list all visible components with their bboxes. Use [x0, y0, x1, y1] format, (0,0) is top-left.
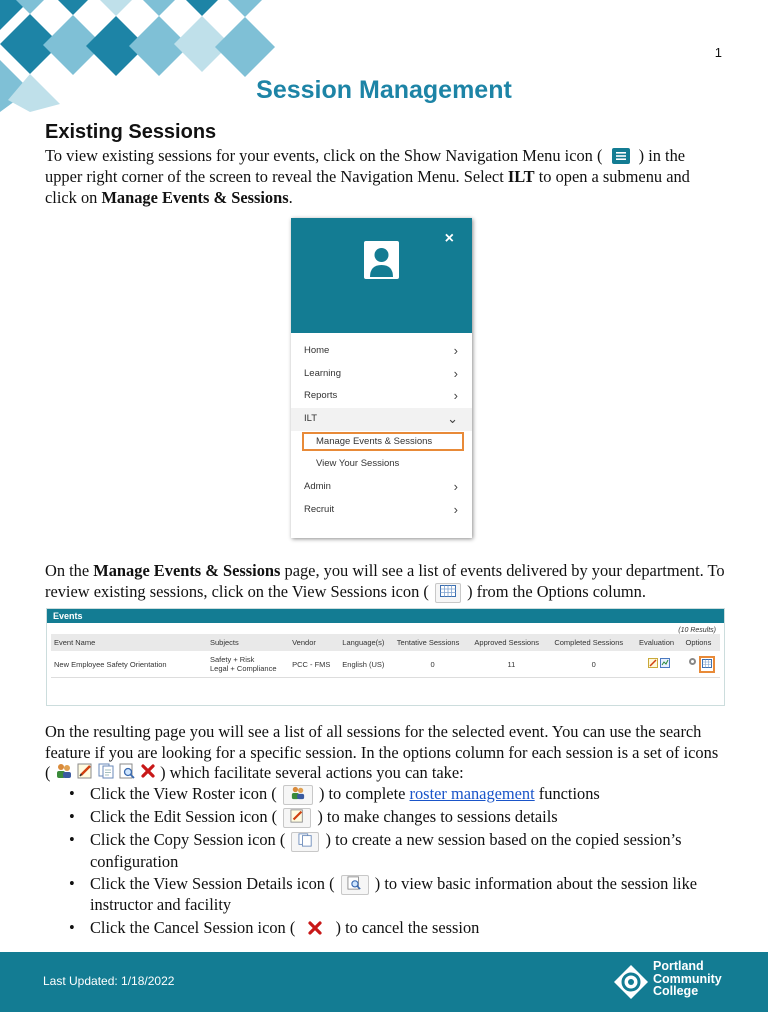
pcc-logo [613, 960, 753, 1004]
events-table [51, 634, 720, 678]
nav-item-learning[interactable] [291, 363, 472, 386]
column-header: Completed Sessions [551, 634, 636, 651]
para2-text-2: page, you will see a list of events delivered by your department. To review existing sessions, click on the View Sessions icon ( [45, 561, 725, 601]
subjects-cell [207, 651, 289, 678]
last-updated: Last Updated: 1/18/2022 [43, 974, 175, 988]
navigation-menu-screenshot [291, 218, 472, 538]
edit-session-icon [283, 808, 311, 828]
nav-item-label: Recruit [304, 503, 335, 515]
nav-item-admin[interactable] [291, 476, 472, 499]
bullet: • [69, 874, 75, 894]
column-header: Tentative Sessions [394, 634, 472, 651]
view-session-details-icon [119, 763, 136, 779]
intro-manage-events: Manage Events & Sessions [101, 187, 289, 207]
action-text: Click the Copy Session icon ( [90, 830, 286, 850]
page-number: 1 [714, 45, 722, 60]
close-icon[interactable]: × [444, 230, 454, 247]
chevron-right-icon: › [453, 365, 458, 381]
column-header: Options [682, 634, 720, 651]
intro-text-3: to open a submenu and click on [45, 167, 690, 207]
action-text: ) to cancel the session [335, 917, 480, 937]
cancel-session-icon [301, 919, 329, 939]
action-text: ) to make changes to sessions details [317, 807, 558, 827]
completed-cell: 0 [551, 651, 636, 678]
list-item [45, 807, 725, 828]
chevron-down-icon: ⌄ [447, 411, 458, 427]
view-sessions-icon[interactable] [699, 656, 715, 673]
nav-item-recruit[interactable] [291, 499, 472, 522]
chevron-right-icon: › [453, 388, 458, 404]
chevron-right-icon: › [453, 501, 458, 517]
section-heading: Existing Sessions [45, 121, 217, 143]
chevron-right-icon: › [453, 343, 458, 358]
logo-line: College [653, 984, 699, 998]
view-session-details-icon [341, 875, 369, 895]
column-header: Language(s) [339, 634, 393, 651]
events-panel-header: Events [47, 609, 724, 623]
logo-line: Community [653, 971, 722, 986]
intro-text-1: To view existing sessions for your events, click on the Show Navigation Menu icon ( [45, 146, 603, 165]
table-row [51, 651, 720, 678]
vendor-cell: PCC - FMS [289, 651, 339, 678]
action-text: Click the View Session Details icon ( [90, 874, 335, 894]
nav-item-label: Reports [304, 390, 338, 402]
action-text: ) to complete [318, 784, 406, 803]
para3-text-1: On the resulting page you will see a list of all sessions for the selected event. You can use the search feature if you are looking for a specific session. In the options column for each session is a set of icons ( [45, 722, 719, 782]
pcc-logo-text [653, 960, 722, 998]
view-sessions-icon [435, 583, 461, 603]
options-cell [682, 651, 720, 678]
evaluation-report-icon[interactable] [660, 658, 670, 668]
bullet: • [69, 830, 75, 850]
tentative-cell: 0 [394, 651, 472, 678]
intro-ilt: ILT [507, 167, 535, 187]
subject-item: Safety + Risk [210, 655, 255, 664]
logo-line: Portland [653, 959, 704, 973]
nav-item-label: Manage Events & Sessions [304, 434, 462, 449]
cancel-session-icon [140, 763, 156, 779]
column-header: Vendor [289, 634, 339, 651]
para2-text-3: ) from the Options column. [467, 581, 646, 601]
nav-item-manage-events-sessions[interactable] [291, 431, 472, 454]
nav-item-label: Admin [304, 481, 331, 493]
view-roster-icon [283, 785, 313, 805]
evaluation-edit-icon[interactable] [648, 658, 658, 668]
list-item [45, 918, 725, 939]
action-text: ) to view basic information about the session like instructor and facility [90, 874, 698, 915]
column-header: Subjects [207, 634, 289, 651]
event-name-cell[interactable]: New Employee Safety Orientation [51, 651, 207, 678]
nav-item-label: Home [304, 345, 330, 356]
intro-text-2: ) in the upper right corner of the screen to reveal the Navigation Menu. Select [45, 146, 686, 187]
events-table-screenshot [46, 608, 725, 706]
nav-item-view-your-sessions[interactable] [291, 453, 472, 476]
language-cell: English (US) [339, 651, 393, 678]
nav-item-reports[interactable] [291, 385, 472, 408]
action-text: Click the Edit Session icon ( [90, 807, 278, 827]
session-icon-set [55, 763, 156, 785]
roster-management-link[interactable]: roster management [409, 784, 535, 803]
copy-session-icon [291, 832, 319, 852]
gear-icon[interactable] [688, 657, 697, 666]
manage-events-paragraph [45, 561, 725, 603]
bullet: • [69, 784, 75, 803]
column-header: Evaluation [636, 634, 682, 651]
results-count: (10 Results) [678, 627, 716, 634]
page-footer [0, 952, 768, 1012]
nav-item-home[interactable] [291, 340, 472, 363]
chevron-right-icon: › [453, 479, 458, 495]
nav-item-label: ILT [304, 413, 318, 425]
para3-text-2: ) which facilitate several actions you can take: [160, 763, 464, 782]
menu-icon [609, 147, 633, 167]
copy-session-icon [98, 763, 115, 779]
intro-paragraph [45, 146, 725, 208]
action-text: Click the Cancel Session icon ( [90, 917, 296, 937]
nav-menu-header [291, 218, 472, 333]
evaluation-cell [636, 651, 682, 678]
action-text: functions [538, 784, 600, 803]
action-list [45, 784, 725, 941]
user-avatar-icon [364, 241, 399, 279]
action-text: ) to create a new session based on the copied session’s configuration [90, 830, 682, 871]
page-title: Session Management [256, 76, 512, 104]
column-header: Event Name [51, 634, 207, 651]
list-item [45, 830, 725, 872]
sessions-paragraph [45, 722, 725, 785]
list-item [45, 874, 725, 916]
action-text: Click the View Roster icon ( [90, 784, 277, 803]
para2-bold: Manage Events & Sessions [93, 561, 281, 580]
edit-session-icon [77, 763, 94, 779]
intro-period: . [288, 187, 293, 207]
list-item [45, 784, 725, 805]
subject-item: Legal + Compliance [210, 664, 277, 673]
approved-cell: 11 [471, 651, 551, 678]
nav-item-label: View Your Sessions [316, 458, 400, 470]
table-header-row [51, 634, 720, 651]
bullet: • [69, 917, 75, 937]
nav-item-ilt[interactable] [291, 408, 472, 431]
view-roster-icon [55, 763, 73, 779]
column-header: Approved Sessions [471, 634, 551, 651]
bullet: • [69, 807, 75, 827]
para2-text-1: On the [45, 561, 90, 580]
pcc-logo-mark-icon [613, 964, 649, 1000]
nav-item-label: Learning [304, 367, 341, 379]
